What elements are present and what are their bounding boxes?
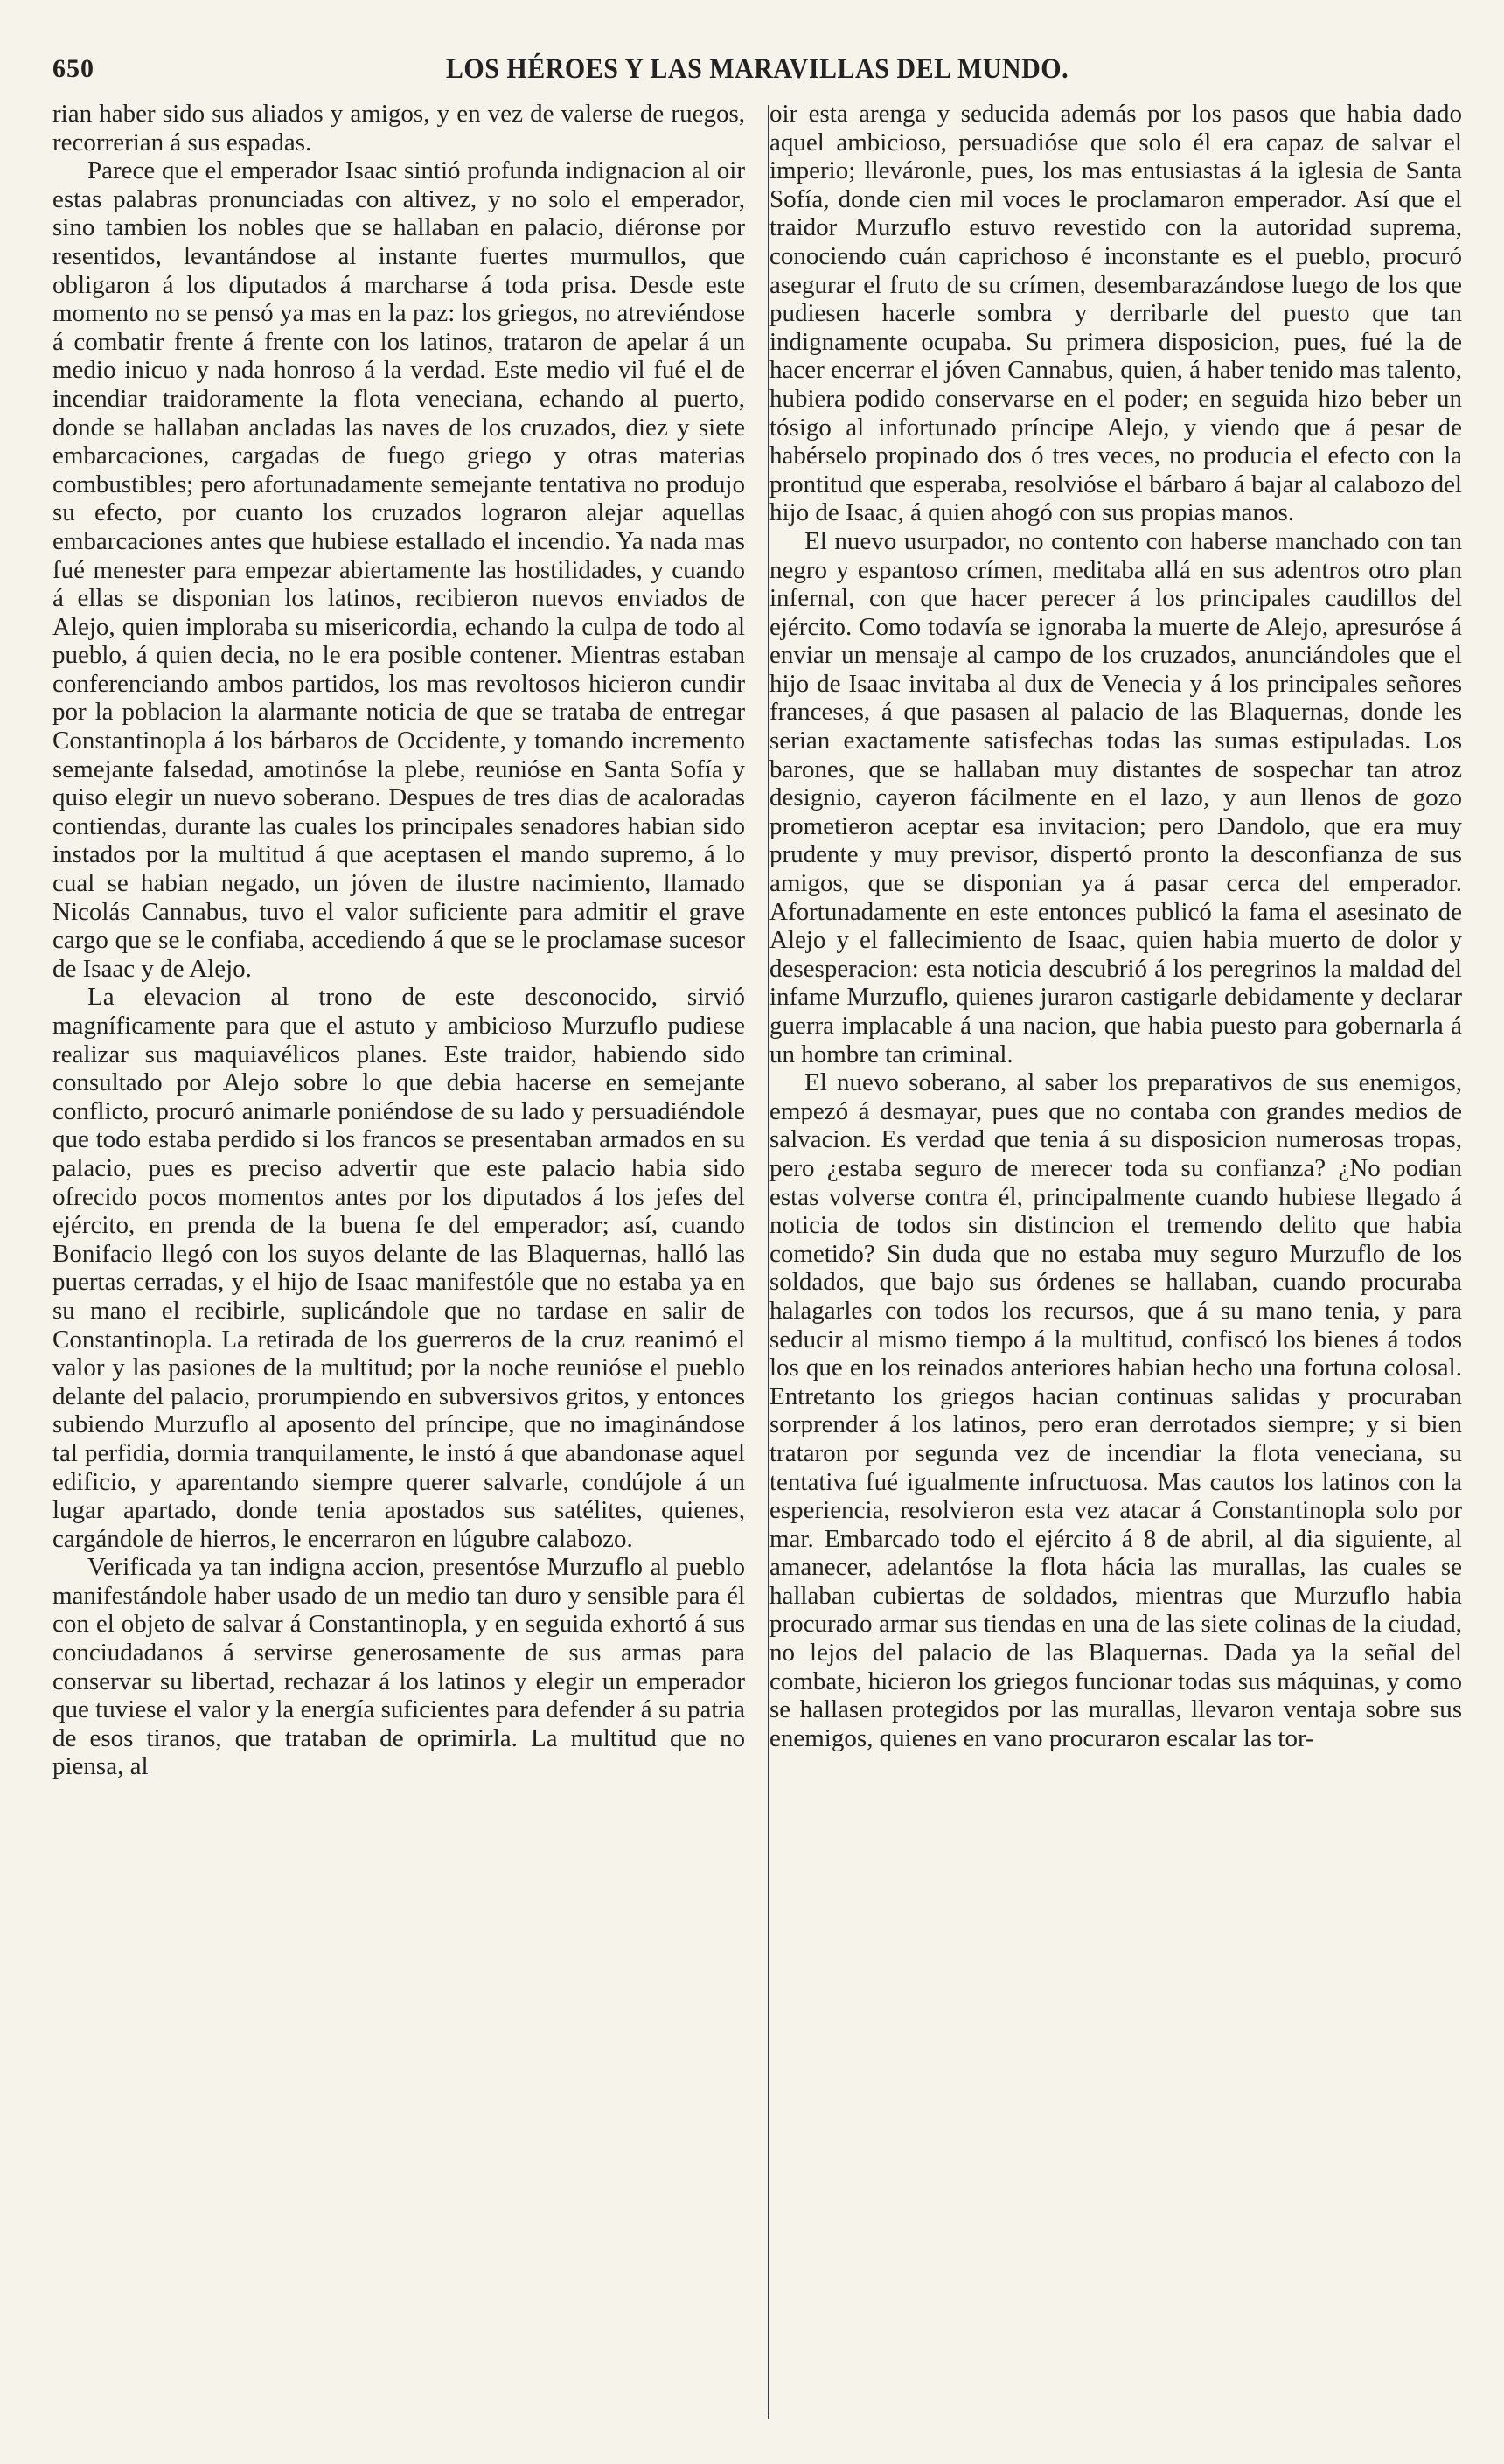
paragraph: oir esta arenga y seducida además por los pasos que habia dado aquel ambicioso, persuadióse que solo él era capaz de salvar el imperio; lleváronle, pues, los mas entusiastas á la iglesia de Santa Sofía, donde cien mil voces le proclamaron emperador. Así que el traidor Murzuflo estuvo revestido con la autoridad suprema, conociendo cuán caprichoso é inconstante es el pueblo, procuró asegurar el fruto de su crímen, desembarazándose luego de los que pudiesen hacerle sombra y derribarle del puesto que tan indignamente ocupaba. Su primera disposicion, pues, fué la de hacer encerrar el jóven Cannabus, quien, á haber tenido mas talento, hubiera podido conservarse en el poder; en seguida hizo beber un tósigo al infortunado príncipe Alejo, y viendo que á pesar de habérselo propinado dos ó tres veces, no producia el efecto con la prontitud que esperaba, resolvióse el bárbaro á bajar al calabozo del hijo de Isaac, á quien ahogó con sus propias manos.: [769, 100, 1462, 527]
paragraph: El nuevo soberano, al saber los preparativos de sus enemigos, empezó á desmayar, pues que no contaba con grandes medios de salvacion. Es verdad que tenia á su disposicion numerosas tropas, pero ¿estaba seguro de merecer toda su confianza? ¿No podian estas volverse contra él, principalmente cuando hubiese llegado á noticia de todos sin distincion el tremendo delito que habia cometido? Sin duda que no estaba muy seguro Murzuflo de los soldados, que bajo sus órdenes se hallaban, cuando procuraba halagarles con todos los recursos, que á su mano tenia, y para seducir al mismo tiempo á la multitud, confiscó los bienes á todos los que en los reinados anteriores habian hecho una fortuna colosal. Entretanto los griegos hacian continuas salidas y procuraban sorprender á los latinos, pero eran derrotados siempre; y si bien trataron por segunda vez de incendiar la flota veneciana, su tentativa fué igualmente infructuosa. Mas cautos los latinos con la esperiencia, resolvieron esta vez atacar á Constantinopla solo por mar. Embarcado todo el ejército á 8 de abril, al dia siguiente, al amanecer, adelantóse la flota hácia las murallas, las cuales se hallaban cubiertas de soldados, mientras que Murzuflo habia procurado armar sus tiendas en una de las siete colinas de la ciudad, no lejos del palacio de las Blaquernas. Dada ya la señal del combate, hicieron los griegos funcionar todas sus máquinas, y como se hallasen protegidos por las murallas, llevaron ventaja sobre sus enemigos, quienes en vano procuraron escalar las tor-: [769, 1068, 1462, 1752]
paragraph: La elevacion al trono de este desconocido, sirvió magníficamente para que el astuto y ambicioso Murzuflo pudiese realizar sus maquiavélicos planes. Este traidor, habiendo sido consultado por Alejo sobre lo que debia hacerse en semejante conflicto, procuró animarle poniéndose de su lado y persuadiéndole que todo estaba perdido si los francos se presentaban armados en su palacio, pues es preciso advertir que este palacio habia sido ofrecido pocos momentos antes por los diputados á los jefes del ejército, en prenda de la buena fe del emperador; así, cuando Bonifacio llegó con los suyos delante de las Blaquernas, halló las puertas cerradas, y el hijo de Isaac manifestóle que no estaba ya en su mano el recibirle, suplicándole que no tardase en salir de Constantinopla. La retirada de los guerreros de la cruz reanimó el valor y las pasiones de la multitud; por la noche reunióse el pueblo delante del palacio, prorumpiendo en subversivos gritos, y entonces subiendo Murzuflo al aposento del príncipe, que no imaginándose tal perfidia, dormia tranquilamente, le instó á que abandonase aquel edificio, y aparentando siempre querer salvarle, condújole á un lugar apartado, donde tenia apostados sus satélites, quienes, cargándole de hierros, le encerraron en lúgubre calabozo.: [52, 983, 745, 1553]
left-column: [52, 100, 745, 1781]
paragraph: Parece que el emperador Isaac sintió profunda indignacion al oir estas palabras pronunciadas con altivez, y no solo el emperador, sino tambien los nobles que se hallaban en palacio, diéronse por resentidos, levantándose al instante fuertes murmullos, que obligaron á los diputados á marcharse á toda prisa. Desde este momento no se pensó ya mas en la paz: los griegos, no atreviéndose á combatir frente á frente con los latinos, trataron de apelar á un medio inicuo y nada honroso á la verdad. Este medio vil fué el de incendiar traidoramente la flota veneciana, echando al puerto, donde se hallaban ancladas las naves de los cruzados, diez y siete embarcaciones, cargadas de fuego griego y otras materias combustibles; pero afortunadamente semejante tentativa no produjo su efecto, por cuanto los cruzados lograron alejar aquellas embarcaciones antes que hubiese estallado el incendio. Ya nada mas fué menester para empezar abiertamente las hostilidades, y cuando á ellas se disponian los latinos, recibieron nuevos enviados de Alejo, quien imploraba su misericordia, echando la culpa de todo al pueblo, á quien decia, no le era posible contener. Mientras estaban conferenciando ambos partidos, los mas revoltosos hicieron cundir por la poblacion la alarmante noticia de que se trataba de entregar Constantinopla á los bárbaros de Occidente, y tomando incremento semejante falsedad, amotinóse la plebe, reunióse en Santa Sofía y quiso elegir un nuevo soberano. Despues de tres dias de acaloradas contiendas, durante las cuales los principales senadores habian sido instados por la multitud á que aceptasen el mando supremo, á lo cual se habian negado, un jóven de ilustre nacimiento, llamado Nicolás Cannabus, tuvo el valor suficiente para admitir el grave cargo que se le confiaba, accediendo á que se le proclamase sucesor de Isaac y de Alejo.: [52, 157, 745, 983]
page-header: [52, 49, 1462, 93]
paragraph: Verificada ya tan indigna accion, presentóse Murzuflo al pueblo manifestándole haber usado de un medio tan duro y sensible para él con el objeto de salvar á Constantinopla, y en seguida exhortó á sus conciudadanos á servirse generosamente de sus armas para conservar su libertad, rechazar á los latinos y elegir un emperador que tuviese el valor y la energía suficientes para defender á su patria de esos tiranos, que trataban de oprimirla. La multitud que no piensa, al: [52, 1553, 745, 1781]
running-title: LOS HÉROES Y LAS MARAVILLAS DEL MUNDO.: [445, 52, 1069, 85]
page-number: 650: [52, 54, 94, 83]
right-column: [769, 100, 1462, 1781]
paragraph: rian haber sido sus aliados y amigos, y en vez de valerse de ruegos, recorrerian á sus espadas.: [52, 100, 745, 157]
text-columns: [52, 100, 1462, 1781]
paragraph: El nuevo usurpador, no contento con haberse manchado con tan negro y espantoso crímen, meditaba allá en sus adentros otro plan infernal, con que hacer perecer á los principales caudillos del ejército. Como todavía se ignoraba la muerte de Alejo, apresuróse á enviar un mensaje al campo de los cruzados, anunciándoles que el hijo de Isaac invitaba al dux de Venecia y á los principales señores franceses, á que pasasen al palacio de las Blaquernas, donde les serian exactamente satisfechas todas las sumas estipuladas. Los barones, que se hallaban muy distantes de sospechar tan atroz designio, cayeron fácilmente en el lazo, y aun llenos de gozo prometieron aceptar esa invitacion; pero Dandolo, que era muy prudente y muy previsor, dispertó pronto la desconfianza de sus amigos, que se disponian ya á pasar cerca del emperador. Afortunadamente en este entonces publicó la fama el asesinato de Alejo y el fallecimiento de Isaac, quien habia muerto de dolor y desesperacion: esta noticia descubrió á los peregrinos la maldad del infame Murzuflo, quienes juraron castigarle debidamente y declarar guerra implacable á una nacion, que habia puesto para gobernarla á un hombre tan criminal.: [769, 526, 1462, 1068]
column-divider: [768, 105, 769, 2419]
